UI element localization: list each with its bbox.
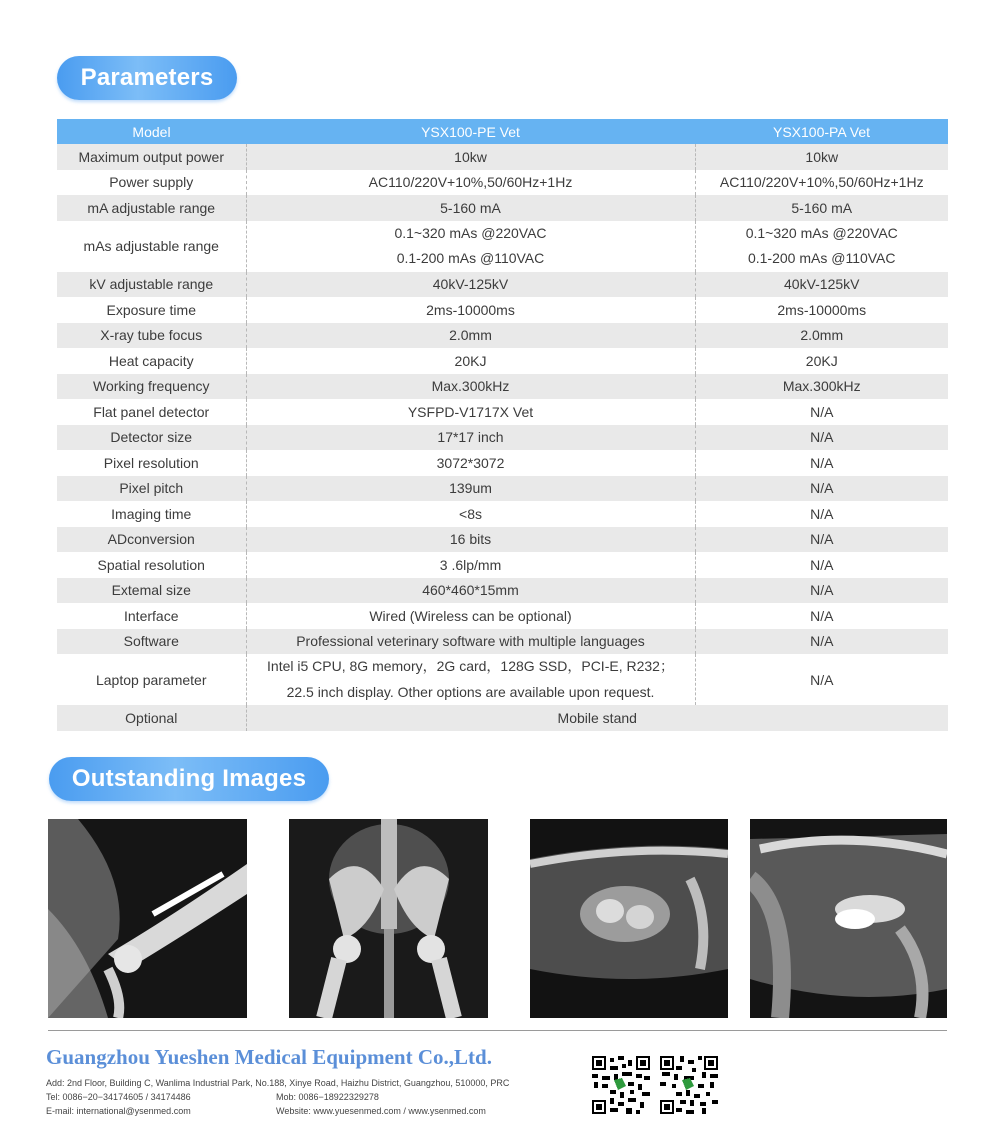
row-label: Flat panel detector [93, 403, 210, 420]
pe-value: 139um [246, 476, 695, 502]
row-label: Extemal size [57, 578, 246, 604]
table-row [57, 195, 948, 221]
pa-value: N/A [695, 399, 948, 425]
pe-value: 3 .6lp/mm [246, 552, 695, 578]
pa-value: 2.0mm [695, 323, 948, 349]
pe-value: <8s [246, 501, 695, 527]
pa-value: N/A [695, 629, 948, 655]
row-label: Power supply [109, 174, 194, 191]
xray-image-pelvis [289, 819, 488, 1018]
table-row [57, 705, 948, 731]
pa-value: 10kw [695, 144, 948, 170]
header-pa-vet: YSX100-PA Vet [695, 119, 948, 144]
row-label: Working frequency [57, 374, 246, 400]
table-row [57, 144, 948, 170]
pa-value-line2: 0.1-200 mAs @110VAC [747, 250, 896, 266]
row-label: Heat capacity [108, 352, 194, 369]
table-row [57, 578, 948, 604]
table-row [57, 221, 948, 272]
row-label: Imaging time [111, 505, 192, 522]
row-label: mA adjustable range [57, 195, 246, 221]
table-row [57, 348, 948, 374]
table-row [57, 450, 948, 476]
pa-value [695, 221, 948, 272]
row-label: kV adjustable range [57, 272, 246, 298]
pa-value: 2ms-10000ms [695, 297, 948, 323]
company-address: Add: 2nd Floor, Building C, Wanlima Industrial Park, No.188, Xinye Road, Haizhu District, Guangzhou, 510000, PRC [46, 1078, 510, 1088]
pe-value: 3072*3072 [246, 450, 695, 476]
pa-value: 40kV-125kV [695, 272, 948, 298]
pe-value: Wired (Wireless can be optional) [246, 603, 695, 629]
parameters-heading-text: Parameters [80, 64, 214, 91]
row-label: Detector size [57, 425, 246, 451]
pa-value: 20KJ [695, 348, 948, 374]
pe-value: YSFPD-V1717X Vet [246, 399, 695, 425]
footer-divider [48, 1030, 947, 1031]
table-row [57, 552, 948, 578]
optional-value: Mobile stand [246, 705, 948, 731]
row-label: Interface [124, 607, 179, 624]
xray-image-abdomen [530, 819, 728, 1018]
pe-value [246, 221, 695, 272]
pe-value: 2ms-10000ms [246, 297, 695, 323]
table-row [57, 297, 948, 323]
pe-value: 17*17 inch [246, 425, 695, 451]
row-label: X-ray tube focus [57, 323, 246, 349]
pe-value-line1: 0.1~320 mAs @220VAC [394, 224, 547, 241]
images-heading [49, 757, 329, 801]
table-header-row [57, 119, 948, 144]
pe-value: Professional veterinary software with multiple languages [246, 629, 695, 655]
row-label: Maximum output power [57, 144, 246, 170]
pe-value: AC110/220V+10%,50/60Hz+1Hz [246, 170, 695, 196]
pa-value: 5-160 mA [695, 195, 948, 221]
pa-value: N/A [695, 527, 948, 553]
pe-value: 40kV-125kV [246, 272, 695, 298]
qr-code-icon[interactable] [592, 1056, 650, 1114]
pa-value: N/A [695, 450, 948, 476]
xray-image-leg [48, 819, 247, 1018]
row-label: Software [57, 629, 246, 655]
header-model: Model [57, 119, 246, 144]
company-email: E-mail: international@ysenmed.com [46, 1106, 191, 1116]
table-row [57, 399, 948, 425]
table-row [57, 476, 948, 502]
table-row [57, 170, 948, 196]
row-label: ADconversion [57, 527, 246, 553]
table-row [57, 425, 948, 451]
qr-code-icon[interactable] [660, 1056, 718, 1114]
company-name: Guangzhou Yueshen Medical Equipment Co.,Ltd. [46, 1045, 492, 1069]
pe-value-line2: 0.1-200 mAs @110VAC [396, 250, 545, 266]
company-mobile: Mob: 0086−18922329278 [276, 1092, 379, 1102]
pa-value-line1: 0.1~320 mAs @220VAC [745, 224, 898, 241]
row-label: Pixel pitch [57, 476, 246, 502]
company-tel: Tel: 0086−20−34174605 / 34174486 [46, 1092, 191, 1102]
table-row [57, 374, 948, 400]
pa-value: N/A [695, 578, 948, 604]
pa-value: N/A [695, 552, 948, 578]
row-label: Exposure time [106, 301, 196, 318]
pe-value: 10kw [246, 144, 695, 170]
table-row [57, 527, 948, 553]
pa-value: N/A [695, 654, 948, 705]
table-row [57, 629, 948, 655]
row-label: Spatial resolution [97, 556, 205, 573]
table-row [57, 603, 948, 629]
table-row [57, 323, 948, 349]
pe-value: 20KJ [246, 348, 695, 374]
pe-value: Max.300kHz [246, 374, 695, 400]
table-row [57, 501, 948, 527]
parameters-heading [57, 56, 237, 100]
xray-image-abdomen-2 [750, 819, 947, 1018]
pe-value-line1: Intel i5 CPU, 8G memory，2G card，128G SSD，PCI-E, R232； [267, 658, 674, 674]
table-row [57, 654, 948, 705]
table-row [57, 272, 948, 298]
header-pe-vet: YSX100-PE Vet [246, 119, 695, 144]
pa-value: N/A [695, 425, 948, 451]
pe-value: 460*460*15mm [246, 578, 695, 604]
pa-value: N/A [695, 603, 948, 629]
pe-value [246, 654, 695, 705]
row-label: Pixel resolution [103, 454, 199, 471]
pa-value: N/A [695, 501, 948, 527]
pa-value: AC110/220V+10%,50/60Hz+1Hz [695, 170, 948, 196]
parameters-table [57, 119, 948, 731]
pe-value-line2: 22.5 inch display. Other options are available upon request. [286, 683, 655, 700]
pa-value: Max.300kHz [695, 374, 948, 400]
images-heading-text: Outstanding Images [71, 765, 307, 792]
pe-value: 2.0mm [246, 323, 695, 349]
pa-value: N/A [695, 476, 948, 502]
row-label: Laptop parameter [95, 671, 207, 688]
row-label: Optional [57, 705, 246, 731]
pe-value: 16 bits [246, 527, 695, 553]
row-label: mAs adjustable range [83, 238, 219, 254]
company-website: Website: www.yuesenmed.com / www.ysenmed.com [276, 1106, 486, 1116]
pe-value: 5-160 mA [246, 195, 695, 221]
